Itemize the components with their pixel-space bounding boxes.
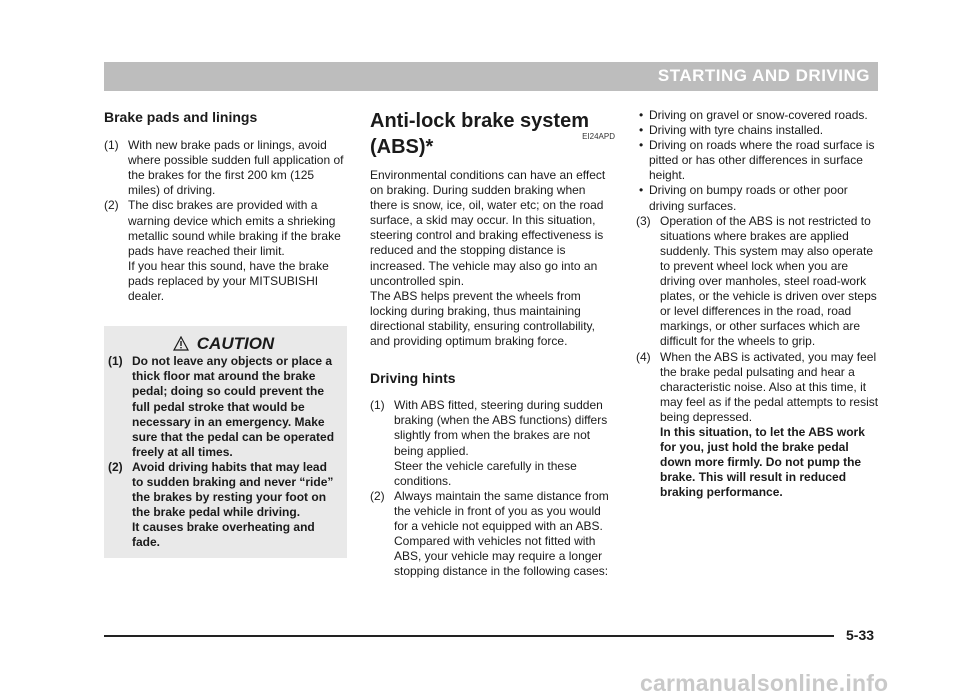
list-item	[636, 214, 880, 350]
driving-hints-list	[370, 398, 615, 579]
column-2	[370, 108, 615, 579]
caution-box	[104, 326, 347, 558]
item-text: When the ABS is activated, you may feel the brake pedal pulsating and hear a characteristic noise. Also at this time, it may feel as if the pedal attempts to resist being depressed.	[660, 349, 879, 424]
item-number: (2)	[370, 488, 385, 503]
driving-hints-heading: Driving hints	[370, 370, 456, 387]
item-number: (2)	[108, 459, 123, 474]
list-item	[370, 398, 615, 489]
item-number: (1)	[108, 354, 123, 369]
item-text: The disc brakes are provided with a warning device which emits a shrieking metallic sound while braking if the brake pads have reached their limit.	[128, 198, 341, 258]
column-1	[104, 108, 347, 558]
list-item	[108, 354, 339, 460]
item-number: (4)	[636, 349, 651, 364]
reference-code: EI24APD	[582, 132, 615, 141]
item-text-continued: If you hear this sound, have the brake pads replaced by your MITSUBISHI dealer.	[128, 258, 329, 304]
item-number: (1)	[370, 398, 385, 413]
caution-label: CAUTION	[196, 334, 275, 354]
item-number: (2)	[104, 198, 119, 213]
list-item	[104, 198, 347, 304]
item-text-continued: Compared with vehicles not fitted with ABS, your vehicle may require a longer stopping distance in the following cases:	[394, 534, 609, 579]
abs-heading-line-1: Anti-lock brake system	[370, 110, 589, 132]
list-item	[636, 108, 880, 123]
watermark: carmanualsonline.info	[640, 670, 889, 696]
list-item	[636, 183, 880, 213]
item-number: (1)	[104, 138, 119, 153]
bullet-icon: •	[639, 123, 644, 138]
item-text: Do not leave any objects or place a thick floor mat around the brake pedal; doing so could prevent the full pedal stroke that would be necessary in an emergency. Make sure that the pedal can be operated freely at all times.	[132, 354, 335, 459]
item-text: With ABS fitted, steering during sudden braking (when the ABS functions) differs slightly from when the brakes are not being applied.	[394, 398, 608, 458]
bullet-text: Driving on bumpy roads or other poor driving surfaces.	[649, 183, 848, 213]
abs-notes-list	[636, 214, 880, 501]
list-item	[636, 350, 880, 501]
item-text-emphasis: In this situation, to let the ABS work for you, just hold the brake pedal down more firmly. Do not pump the brake. This will result in reduced braking performance.	[660, 424, 865, 500]
item-text-continued: It causes brake overheating and fade.	[132, 520, 315, 550]
column-3	[636, 108, 880, 500]
bullet-text: Driving on roads where the road surface is pitted or has other differences in surface height.	[649, 138, 875, 183]
item-text: Operation of the ABS is not restricted to situations where brakes are applied suddenly. This system may also operate to prevent wheel lock when you are driving over manholes, steel road-work plates, or the vehicle is driven over steps or level differences in the road, road markings, or other surfaces which are difficult for the wheels to grip.	[660, 213, 877, 349]
bullet-text: Driving on gravel or snow-covered roads.	[649, 108, 868, 122]
bullet-icon: •	[639, 183, 644, 198]
item-number: (3)	[636, 213, 651, 228]
abs-heading-line-2: (ABS)*	[370, 136, 434, 158]
section-title: STARTING AND DRIVING	[657, 66, 870, 85]
item-text: Always maintain the same distance from the vehicle in front of you as you would for a vehicle not equipped with an ABS.	[394, 488, 609, 533]
warning-triangle-icon	[173, 336, 189, 351]
longer-stopping-cases-list	[636, 108, 880, 214]
brake-pads-heading: Brake pads and linings	[104, 109, 258, 125]
caution-heading	[108, 334, 339, 354]
footer-rule	[104, 635, 834, 637]
list-item	[108, 460, 339, 551]
list-item	[104, 138, 347, 198]
list-item	[636, 123, 880, 138]
caution-list	[108, 354, 339, 550]
brake-pads-list	[104, 138, 347, 304]
abs-paragraph-2: The ABS helps prevent the wheels from locking during braking, thus maintaining directional stability, ensuring controllability, and providing optimum braking force.	[370, 288, 595, 349]
section-header-bar	[104, 62, 878, 91]
item-text: Avoid driving habits that may lead to sudden braking and never “ride” the brakes by resting your foot on the brake pedal while driving.	[132, 459, 334, 520]
list-item	[636, 138, 880, 183]
bullet-text: Driving with tyre chains installed.	[649, 123, 824, 138]
page-number: 5-33	[846, 627, 875, 643]
abs-paragraph-1: Environmental conditions can have an effect on braking. During sudden braking when there is snow, ice, oil, water etc; on the road surface, a skid may occur. In this situation, steering control and braking effectiveness is reduced and the stopping distance is increased. The vehicle may also go into an uncontrolled spin.	[370, 168, 606, 288]
bullet-icon: •	[639, 138, 644, 153]
bullet-icon: •	[639, 108, 644, 122]
item-text-continued: Steer the vehicle carefully in these conditions.	[394, 458, 577, 488]
list-item	[370, 489, 615, 580]
abs-heading	[370, 108, 615, 160]
item-text: With new brake pads or linings, avoid where possible sudden full application of the brakes for the first 200 km (125 miles) of driving.	[128, 138, 344, 198]
